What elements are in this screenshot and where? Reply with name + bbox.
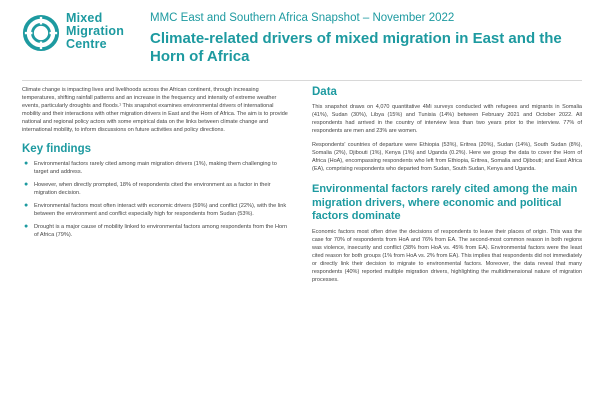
finding-text: Environmental factors rarely cited among main migration drivers (1%), making them challenging to target and address. [34,161,277,175]
logo-line-3: Centre [66,37,107,51]
data-paragraph-2: Respondents' countries of departure were Ethiopia (53%), Eritrea (20%), Sudan (14%), South Sudan (8%), Somalia (2%), Djibouti (1%), Kenya (1%) and Uganda (0.2%). Here we group the data to cover the Horn of Africa (HoA), encompassing respondents who left from Ethiopia, Eritrea, Somalia and Djibouti; and East Africa (EA), comprising respondents who departed from Sudan, South Sudan, Kenya and Uganda. [312,142,582,172]
key-findings-heading: Key findings [22,143,92,155]
key-findings-list [22,160,292,239]
finding-item [22,181,292,197]
left-column [22,86,292,244]
right-column [312,86,582,290]
logo-line-2: Migration [66,24,125,38]
finding-item [22,223,292,239]
data-paragraph-1: This snapshot draws on 4,070 quantitative 4Mi surveys conducted with refugees and migrants in Somalia (41%), Sudan (30%), Libya (15%) and Tunisia (14%) between February 2021 and October 2022. All respondents had arrived in the country of interview less than two years prior to the interview. 77% of respondents are men and 23% are women. [312,104,582,134]
finding-text: Drought is a major cause of mobility linked to environmental factors among respondents from the Horn of Africa (79%). [34,224,288,238]
environmental-factors-paragraph: Economic factors most often drive the decisions of respondents to leave their places of origin. This was the case for 70% of respondents from HoA and 76% from EA. The second-most common reason in both regions was violence, insecurity and conflict (38% from HoA vs. 45% from EA). Environmental factors were the least cited reason for both groups (1% from HoA vs. 2% from EA). This implies that respondents did not immediately or directly link their decision to migrate to environmental factors. Moreover, the data reveal that many respondents (40%) reported multiple migration drivers, highlighting the multidimensional nature of migration processes. [312,228,582,283]
environmental-factors-heading: Environmental factors rarely cited among the main migration drivers, where economic and political factors dominate [312,183,578,222]
snapshot-label: MMC East and Southern Africa Snapshot – November 2022 [150,12,455,24]
data-heading: Data [312,86,337,98]
logo-line-1: Mixed [66,11,103,25]
intro-paragraph: Climate change is impacting lives and livelihoods across the African continent, through increasing temperatures, shifting rainfall patterns and an increase in the frequency and intensity of extreme weather events, particularly droughts and floods.¹ This snapshot examines environmental drivers of international mobility and their interactions with other migration drivers in East and the Horn of Africa. The aim is to provide national and regional policy actors with some empirical data on the links between climate change and international mobility, to inform discussions on future activities and policy directions. [22,87,288,133]
page-title: Climate-related drivers of mixed migration in East and the Horn of Africa [150,30,562,65]
page-header [0,0,600,76]
mmc-logo [22,12,142,60]
bullet-icon: ● [24,181,29,188]
bullet-icon: ● [24,202,29,209]
logo-wordmark [66,12,124,51]
bullet-icon: ● [24,160,29,167]
finding-item [22,202,292,218]
finding-text: However, when directly prompted, 18% of respondents cited the environment as a factor in their migration decision. [34,182,271,196]
finding-text: Environmental factors most often interact with economic drivers (59%) and conflict (22%), with the link between the environment and conflict especially high for respondents from Sudan (53%). [34,203,287,217]
header-divider [22,80,582,81]
bullet-icon: ● [24,223,29,230]
mmc-logo-icon [22,14,60,52]
finding-item [22,160,292,176]
